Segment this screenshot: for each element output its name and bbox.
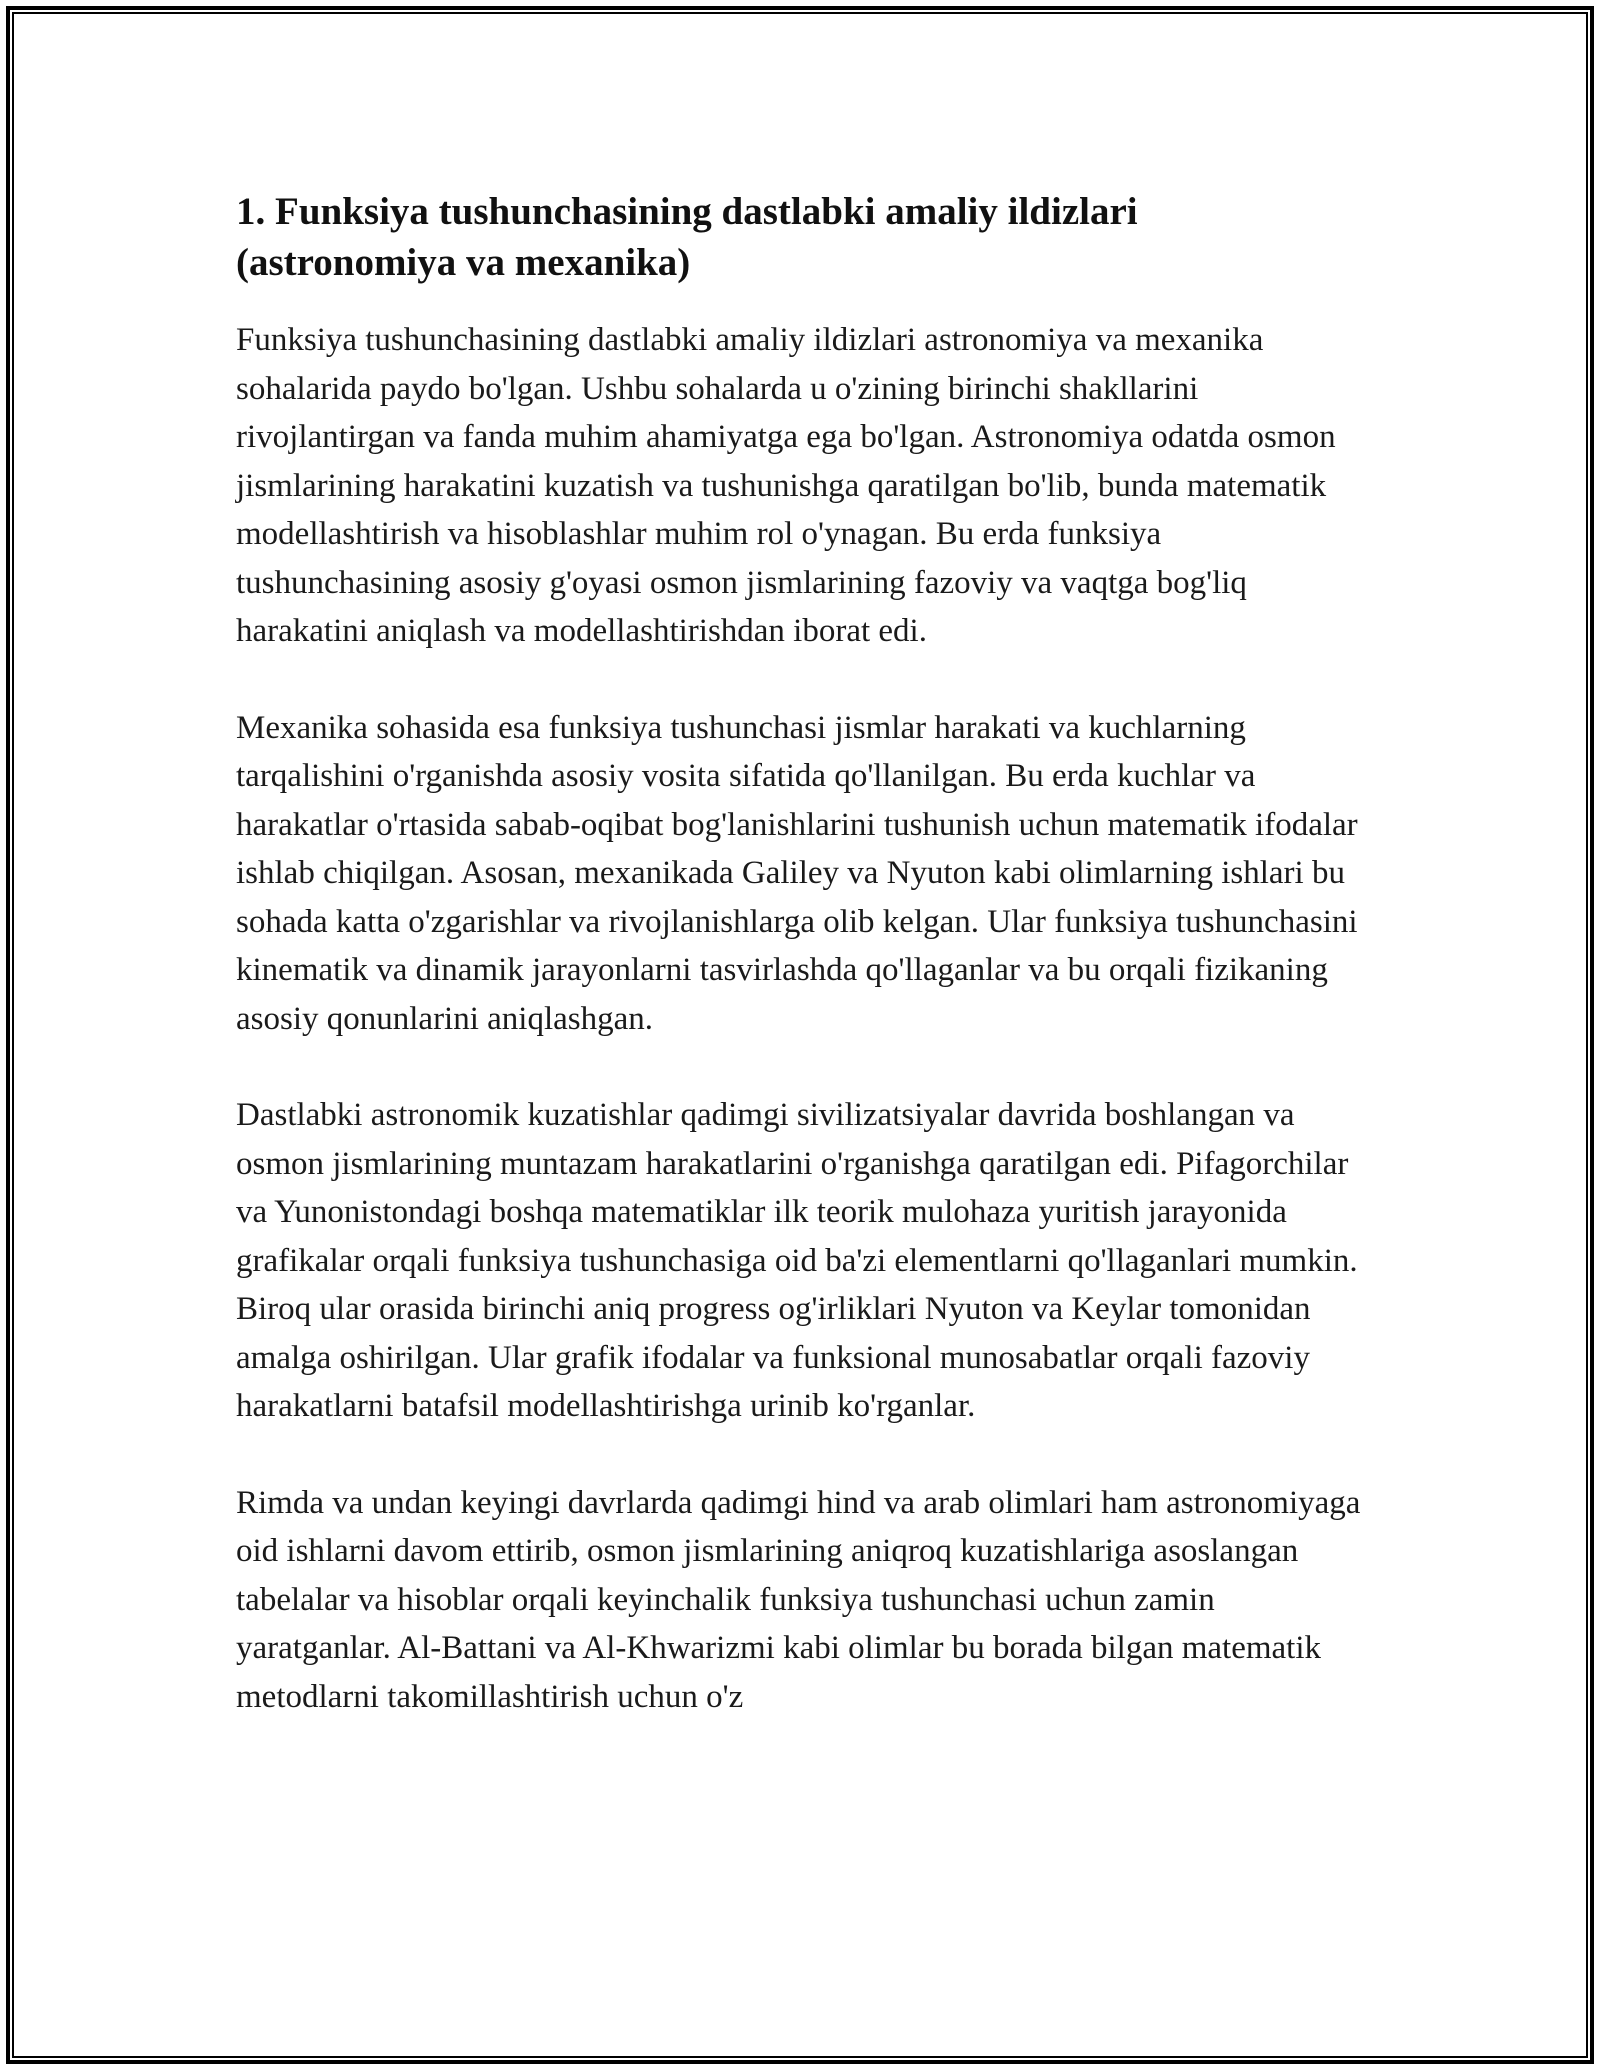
section-heading: 1. Funksiya tushunchasining dastlabki amaliy ildizlari (astronomiya va mexanika) bbox=[236, 190, 1138, 284]
paragraph-mechanics: Mexanika sohasida esa funksiya tushunchasi jismlar harakati va kuchlarning tarqalishini o'rganishda asosiy vosita sifatida qo'llanilgan. Bu erda kuchlar va harakatlar o'rtasida sabab-oqibat bog'lanishlarini tushunish uchun matematik ifodalar ishlab chiqilgan. Asosan, mexanikada Galiley va Nyuton kabi olimlarning ishlari bu sohada katta o'zgarishlar va rivojlanishlarga olib kelgan. Ular funksiya tushunchasini kinematik va dinamik jarayonlarni tasvirlashda qo'llaganlar va bu orqali fizikaning asosiy qonunlarini aniqlashgan. bbox=[236, 709, 1358, 1037]
paragraph-rome-india-arab: Rimda va undan keyingi davrlarda qadimgi hind va arab olimlari ham astronomiyaga oid ishlarni davom ettirib, osmon jismlarining aniqroq kuzatishlariga asoslangan tabelalar va hisoblar orqali keyinchalik funksiya tushunchasi uchun zamin yaratganlar. Al-Battani va Al-Khwarizmi kabi olimlar bu borada bilgan matematik metodlarni takomillashtirish uchun o'z bbox=[236, 1484, 1361, 1715]
paragraph-early-astronomy: Dastlabki astronomik kuzatishlar qadimgi sivilizatsiyalar davrida boshlangan va osmon jismlarining muntazam harakatlarini o'rganishga qaratilgan edi. Pifagorchilar va Yunonistondagi boshqa matematiklar ilk teorik mulohaza yuritish jarayonida grafikalar orqali funksiya tushunchasiga oid ba'zi elementlarni qo'llaganlari mumkin. Biroq ular orasida birinchi aniq progress og'irliklari Nyuton va Keylar tomonidan amalga oshirilgan. Ular grafik ifodalar va funksional munosabatlar orqali fazoviy harakatlarni batafsil modellashtirishga urinib ko'rganlar. bbox=[236, 1097, 1358, 1424]
document-body bbox=[236, 186, 1366, 1769]
paragraph-astronomy-mechanics-roots: Funksiya tushunchasining dastlabki amaliy ildizlari astronomiya va mexanika sohalarida paydo bo'lgan. Ushbu sohalarda u o'zining birinchi shakllarini rivojlantirgan va fanda muhim ahamiyatga ega bo'lgan. Astronomiya odatda osmon jismlarining harakatini kuzatish va tushunishga qaratilgan bo'lib, bunda matematik modellashtirish va hisoblashlar muhim rol o'ynagan. Bu erda funksiya tushunchasining asosiy g'oyasi osmon jismlarining fazoviy va vaqtga bog'liq harakatini aniqlash va modellashtirishdan iborat edi. bbox=[236, 322, 1336, 649]
